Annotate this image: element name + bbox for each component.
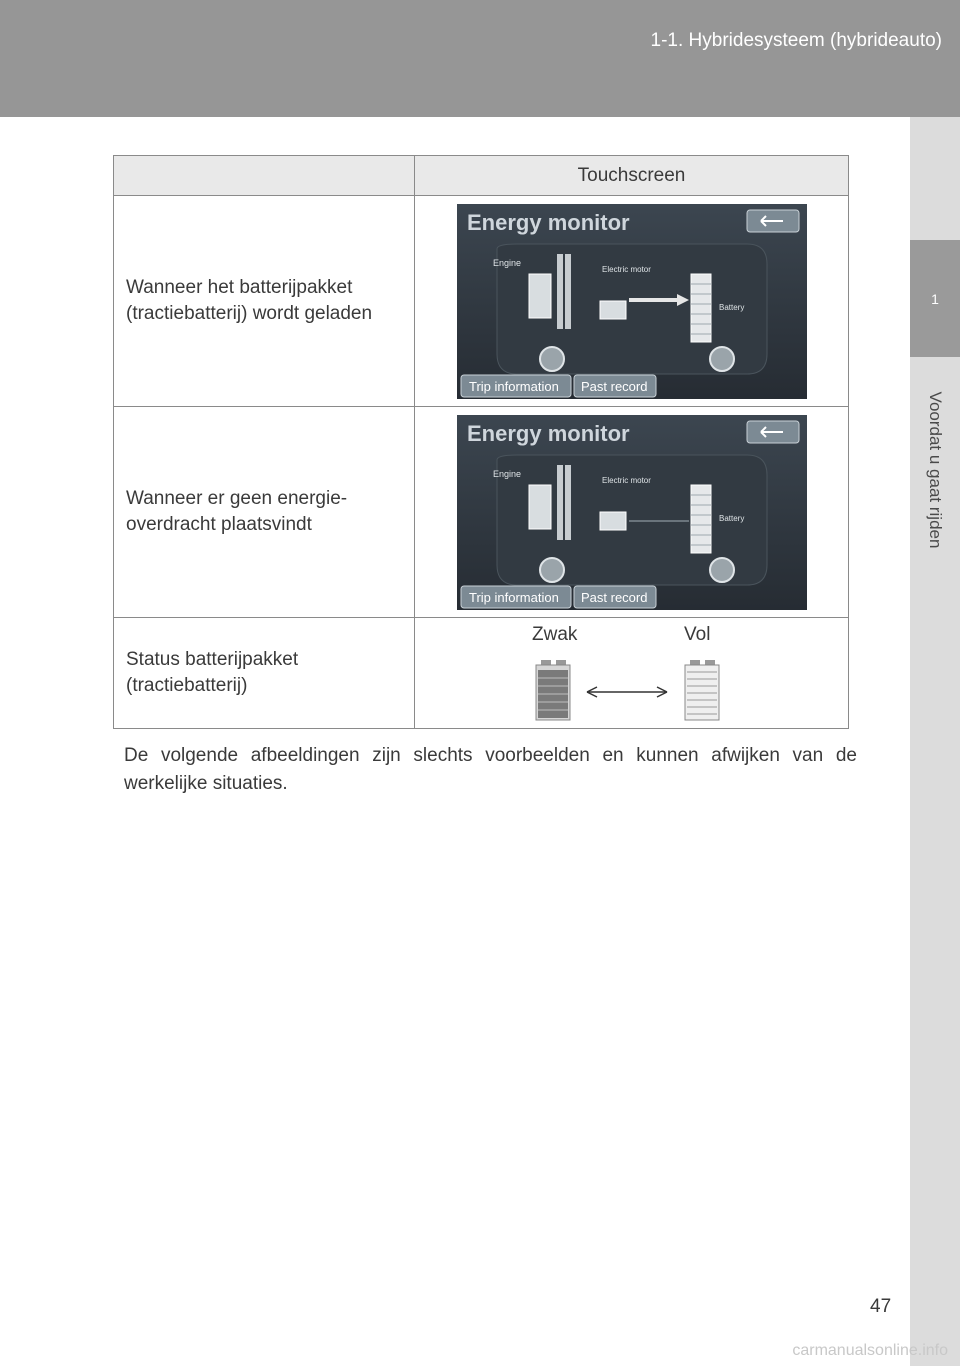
chapter-label: Voordat u gaat rijden [926,391,945,549]
trip-information-label: Trip information [468,378,559,394]
past-record-label: Past record [580,589,647,605]
energy-monitor-screen [457,204,807,399]
row-label-line1: Wanneer het batterijpakket [126,277,353,298]
engine-label: Engine [492,257,521,268]
full-label: Vol [684,624,711,645]
motor-label: Electric motor [601,264,651,274]
wheel-rear-icon [710,347,734,371]
drive-shaft [557,254,563,329]
page-header [0,0,960,117]
drive-shaft-2 [565,254,571,329]
table-row [114,407,849,618]
battery-status-cell [415,618,849,729]
motor-icon [600,301,626,319]
engine-icon [529,485,551,529]
screen-title: Energy monitor [466,420,630,446]
row-label [114,196,415,407]
row-label-line2: overdracht plaatsvindt [126,514,312,535]
row-label [114,407,415,618]
battery-label: Battery [718,513,744,523]
motor-icon [600,512,626,530]
full-battery-terminal [690,660,700,665]
header-empty-cell [114,156,415,196]
battery-status-diagram [415,618,849,728]
weak-label: Zwak [532,624,578,645]
header-touchscreen: Touchscreen [415,156,849,196]
table-row [114,196,849,407]
row-label-line2: (tractiebatterij) [126,675,248,696]
chapter-number: 1 [910,240,960,357]
row-label-line1: Wanneer er geen energie- [126,488,348,509]
wheel-rear-icon [710,558,734,582]
motor-label: Electric motor [601,475,651,485]
drive-shaft-2 [565,465,571,540]
drive-shaft [557,465,563,540]
wheel-front-icon [540,347,564,371]
wheel-front-icon [540,558,564,582]
row-label-line2: (tractiebatterij) wordt geladen [126,303,373,324]
screen-title: Energy monitor [466,209,630,235]
past-record-label: Past record [580,378,647,394]
table-row [114,618,849,729]
screen-cell [415,196,849,407]
weak-battery-terminal [541,660,551,665]
watermark: carmanualsonline.info [792,1342,948,1359]
screen-cell [415,407,849,618]
section-title: 1-1. Hybridesysteem (hybrideauto) [650,30,942,51]
info-table [113,155,849,729]
engine-label: Engine [492,468,521,479]
row-label [114,618,415,729]
energy-monitor-screen [457,415,807,610]
caption-text: De volgende afbeeldingen zijn slechts voorbeelden en kunnen afwijken van de werkelijke situaties. [124,745,857,794]
page-number: 47 [870,1296,892,1317]
engine-icon [529,274,551,318]
battery-label: Battery [718,302,744,312]
row-label-line1: Status batterijpakket [126,649,299,670]
weak-battery-terminal-2 [556,660,566,665]
trip-information-label: Trip information [468,589,559,605]
full-battery-terminal-2 [705,660,715,665]
